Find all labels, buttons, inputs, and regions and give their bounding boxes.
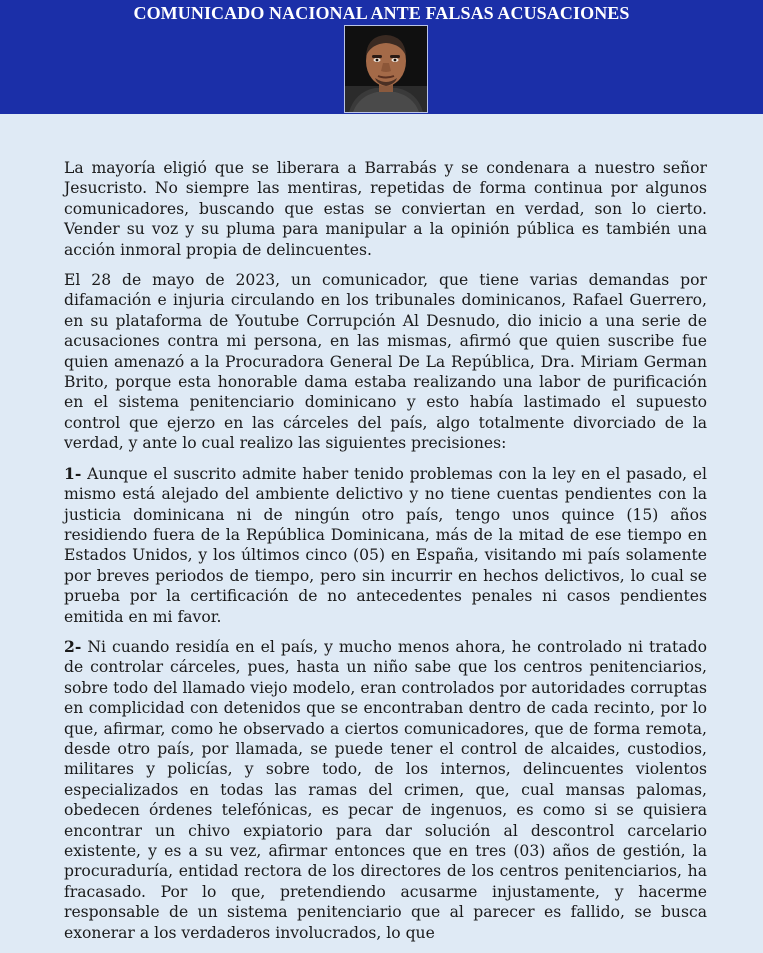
- header-banner: [0, 0, 763, 114]
- portrait-photo: [344, 25, 428, 113]
- paragraph-accusation: El 28 de mayo de 2023, un comunicador, que tiene varias demandas por difamación e injuria circulando en los tribunales dominicanos, Rafael Guerrero, en su plataforma de Youtube Corrupción Al Desnudo, dio inicio a una serie de acusaciones contra mi persona, en las mismas, afirmó que quien suscribe fue quien amenazó a la Procuradora General De La República, Dra. Miriam German Brito, porque esta honorable dama estaba realizando una labor de purificación en el sistema penitenciario dominicano y esto había lastimado el supuesto control que ejerzo en las cárceles del país, algo totalmente divorciado de la verdad, y ante lo cual realizo las siguientes precisiones:: [64, 271, 707, 453]
- point-text: Ni cuando residía en el país, y mucho menos ahora, he controlado ni tratado de controlar cárceles, pues, hasta un niño sabe que los centros penitenciarios, sobre todo del llamado viejo modelo, eran controlados por autoridades corruptas en complicidad con detenidos que se encontraban dentro de cada recinto, por lo que, afirmar, como he observado a ciertos comunicadores, que de forma remota, desde otro país, por llamada, se puede tener el control de alcaides, custodios, militares y policías, y sobre todo, de los internos, delincuentes violentos especializados en todas las ramas del crimen, que, cual mansas palomas, obedecen órdenes telefónicas, es pecar de ingenuos, es como si se quisiera encontrar un chivo expiatorio para dar solución al descontrol carcelario existente, y es a su vez, afirmar entonces que en tres (03) años de gestión, la procuraduría, entidad rectora de los directores de los centros penitenciarios, ha fracasado. Por lo que, pretendiendo acusarme injustamente, y hacerme responsable de un sistema penitenciario que al parecer es fallido, se busca exonerar a los verdaderos involucrados, lo que: [64, 637, 707, 942]
- page-title: COMUNICADO NACIONAL ANTE FALSAS ACUSACIONES: [133, 3, 630, 23]
- paragraph-point-2: [64, 637, 707, 943]
- portrait-image: [345, 26, 427, 112]
- paragraph-point-1: [64, 464, 707, 627]
- statement-body: [64, 158, 707, 953]
- point-text: Aunque el suscrito admite haber tenido problemas con la ley en el pasado, el mismo está alejado del ambiente delictivo y no tiene cuentas pendientes con la justicia dominicana ni de ningún otro país, tengo unos quince (15) años residiendo fuera de la República Dominicana, más de la mitad de ese tiempo en Estados Unidos, y los últimos cinco (05) en España, visitando mi país solamente por breves periodos de tiempo, pero sin incurrir en hechos delictivos, lo cual se prueba por la certificación de no antecedentes penales ni casos pendientes emitida en mi favor.: [64, 464, 707, 626]
- point-number: 1-: [64, 463, 82, 483]
- point-number: 2-: [64, 636, 82, 656]
- paragraph-intro: La mayoría eligió que se liberara a Barrabás y se condenara a nuestro señor Jesucristo. No siempre las mentiras, repetidas de forma continua por algunos comunicadores, buscando que estas se conviertan en verdad, son lo cierto. Vender su voz y su pluma para manipular a la opinión pública es también una acción inmoral propia de delincuentes.: [64, 159, 707, 259]
